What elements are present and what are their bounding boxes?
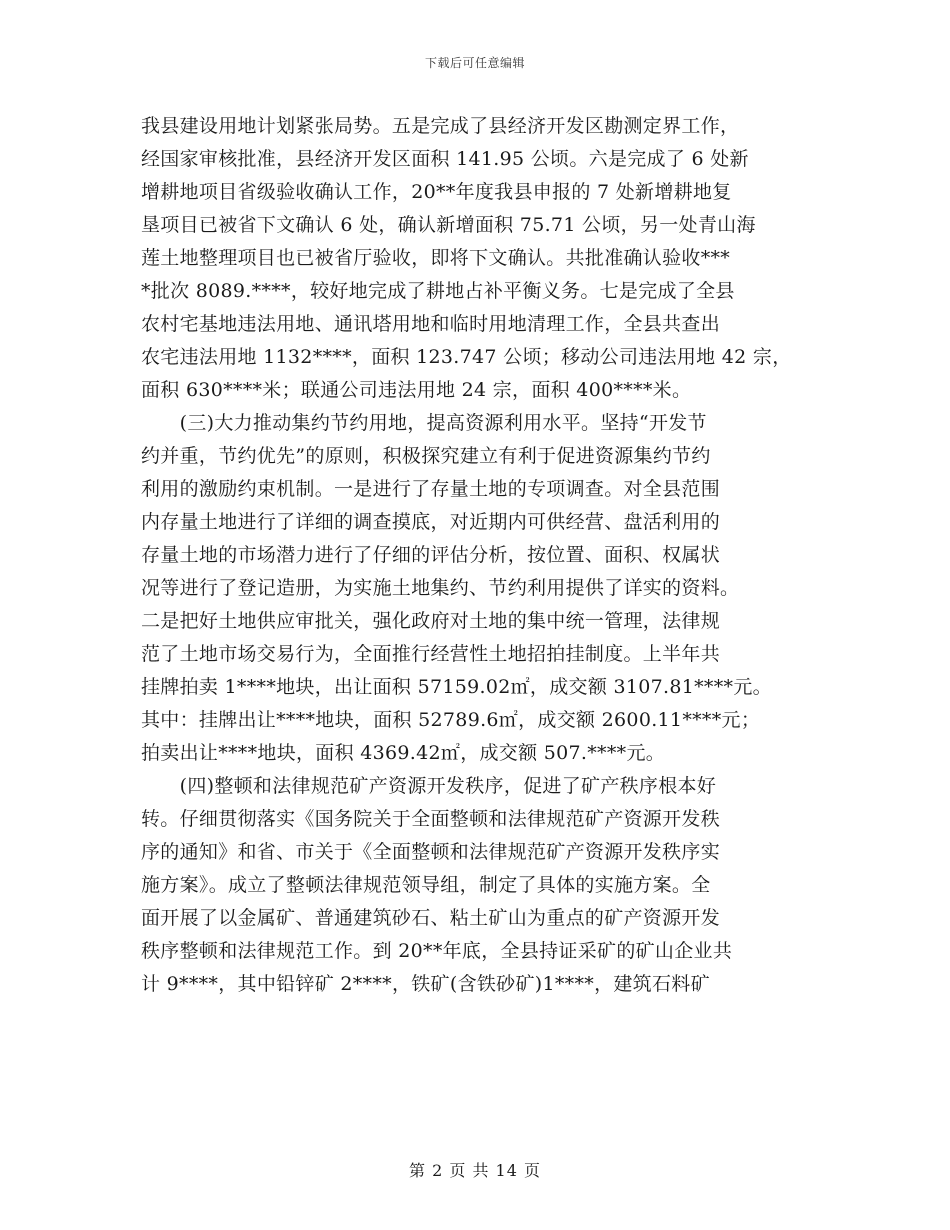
text-line: (四)整顿和法律规范矿产资源开发秩序，促进了矿产秩序根本好 — [141, 775, 717, 797]
text-line: *批次 8089.****，较好地完成了耕地占补平衡义务。七是完成了全县 — [141, 280, 735, 302]
text-line: (三)大力推动集约节约用地，提高资源利用水平。坚持“开发节 — [141, 412, 707, 434]
text-line: 内存量土地进行了详细的调查摸底，对近期内可供经营、盘活利用的 — [141, 511, 721, 533]
text-line: 其中：挂牌出让****地块，面积 52789.6㎡，成交额 2600.11****元； — [141, 709, 761, 731]
text-line: 我县建设用地计划紧张局势。五是完成了县经济开发区勘测定界工作， — [141, 115, 740, 137]
text-line: 农宅违法用地 1132****，面积 123.747 公顷；移动公司违法用地 42 宗， — [141, 346, 792, 368]
text-line: 施方案》。成立了整顿法律规范领导组，制定了具体的实施方案。全 — [141, 874, 711, 896]
text-line: 垦项目已被省下文确认 6 处，确认新增面积 75.71 公顷，另一处青山海 — [141, 214, 756, 236]
text-line: 范了土地市场交易行为，全面推行经营性土地招拍挂制度。上半年共 — [141, 643, 721, 665]
text-line: 利用的激励约束机制。一是进行了存量土地的专项调查。对全县范围 — [141, 478, 721, 500]
text-line: 经国家审核批准，县经济开发区面积 141.95 公顷。六是完成了 6 处新 — [141, 148, 749, 170]
text-line: 莲土地整理项目也已被省厅验收，即将下文确认。共批准确认验收*** — [141, 247, 731, 269]
page-number-footer: 第 2 页 共 14 页 — [409, 1161, 541, 1180]
text-line: 序的通知》和省、市关于《全面整顿和法律规范矿产资源开发秩序实 — [141, 841, 721, 863]
page-header-note: 下载后可任意编辑 — [424, 56, 525, 70]
text-line: 约并重，节约优先”的原则，积极探究建立有利于促进资源集约节约 — [141, 445, 711, 467]
text-line: 面积 630****米；联通公司违法用地 24 宗，面积 400****米。 — [141, 379, 692, 401]
text-line: 计 9****，其中铅锌矿 2****，铁矿(含铁砂矿)1****，建筑石料矿 — [141, 973, 710, 995]
text-line: 况等进行了登记造册，为实施土地集约、节约利用提供了详实的资料。 — [141, 577, 740, 599]
text-line: 二是把好土地供应审批关，强化政府对土地的集中统一管理，法律规 — [141, 610, 721, 632]
text-line: 存量土地的市场潜力进行了仔细的评估分析，按位置、面积、权属状 — [141, 544, 721, 566]
text-line: 面开展了以金属矿、普通建筑砂石、粘土矿山为重点的矿产资源开发 — [141, 907, 721, 929]
text-line: 农村宅基地违法用地、通讯塔用地和临时用地清理工作，全县共查出 — [141, 313, 721, 335]
text-line: 秩序整顿和法律规范工作。到 20**年底，全县持证采矿的矿山企业共 — [141, 940, 733, 962]
text-line: 增耕地项目省级验收确认工作，20**年度我县申报的 7 处新增耕地复 — [141, 181, 732, 203]
text-line: 挂牌拍卖 1****地块，出让面积 57159.02㎡，成交额 3107.81****元。 — [141, 676, 772, 698]
text-line: 拍卖出让****地块，面积 4369.42㎡，成交额 507.****元。 — [141, 742, 666, 764]
document-body — [141, 110, 813, 1001]
text-line: 转。仔细贯彻落实《国务院关于全面整顿和法律规范矿产资源开发秩 — [141, 808, 721, 830]
